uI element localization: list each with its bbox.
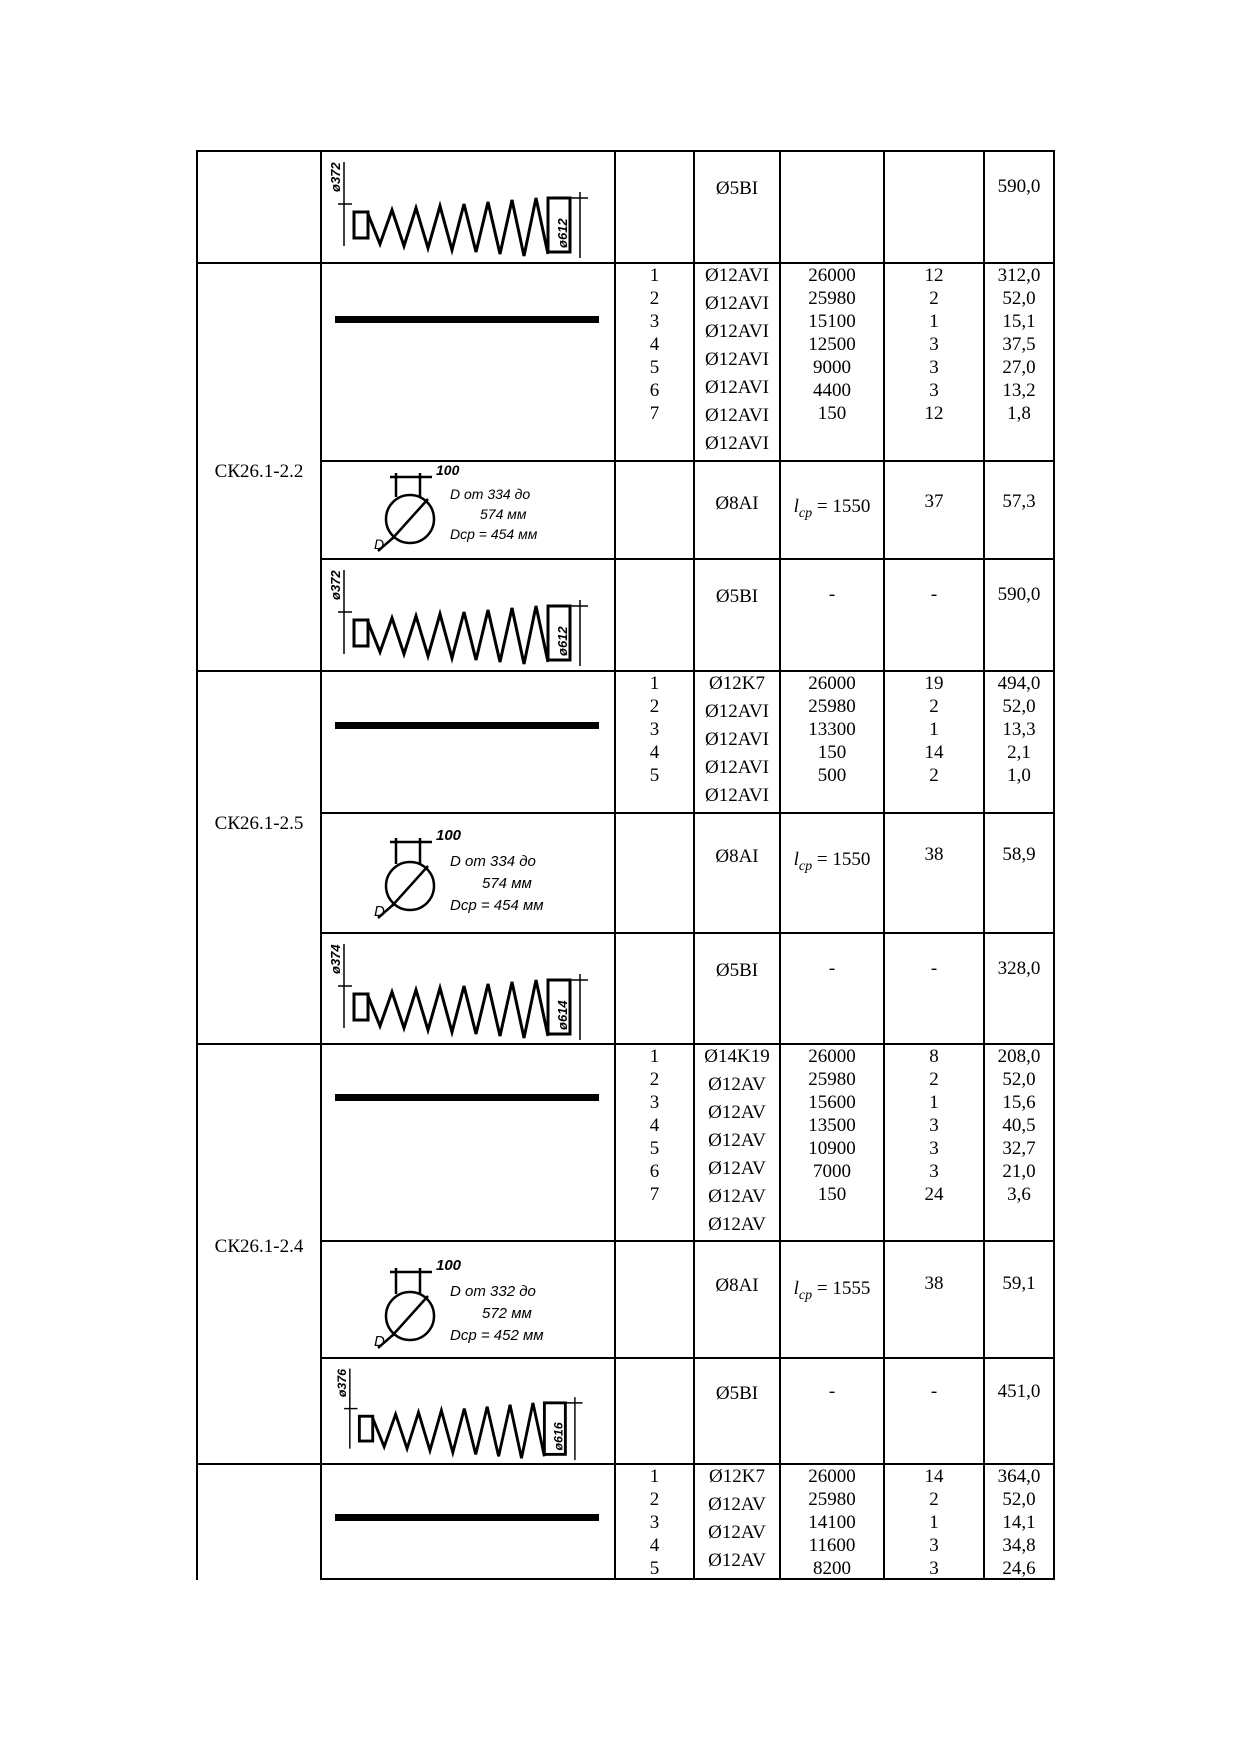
diameter-list (695, 1463, 779, 1575)
spring-drawing (330, 152, 610, 260)
list-item: 7 (649, 403, 660, 424)
quantity-value: 38 (924, 844, 944, 865)
list-item: 2 (649, 1069, 660, 1090)
quantity-value: 24 (924, 1184, 944, 1205)
length-list (781, 672, 883, 787)
quantity-value: 19 (924, 673, 944, 694)
length-list (781, 264, 883, 425)
lcp-symbol: l (793, 849, 799, 870)
bar-drawing (335, 1514, 599, 1521)
diameter-value: Ø12AVI (704, 785, 770, 806)
length-value: 15600 (808, 1092, 856, 1113)
mass-value: 52,0 (1002, 696, 1036, 717)
length-value: 13500 (808, 1115, 856, 1136)
quantity-value: - (930, 1381, 938, 1402)
length-value: 26000 (808, 673, 856, 694)
list-item: 1 (649, 1466, 660, 1487)
quantity-value: 12 (924, 265, 944, 286)
length-value: 10900 (808, 1138, 856, 1159)
mass-value: 14,1 (1002, 1512, 1036, 1533)
mass-value: 364,0 (997, 1466, 1041, 1487)
spring-dim-outer: ø612 (555, 626, 570, 656)
table-border-left (196, 150, 198, 1580)
length-value: 8200 (813, 1558, 851, 1579)
diameter-cell (695, 843, 779, 871)
quantity-value: - (930, 584, 938, 605)
list-item: 3 (649, 1512, 660, 1533)
diameter-value: Ø12AV (708, 1102, 766, 1123)
list-item: 1 (649, 1046, 660, 1067)
lcp-symbol: l (793, 496, 799, 517)
length-list (781, 1465, 883, 1580)
row-divider (320, 812, 1055, 814)
mass-cell (985, 175, 1053, 198)
length-value: 9000 (813, 357, 851, 378)
length-cell (781, 957, 883, 980)
quantity-value: 1 (929, 719, 939, 740)
ring-label-1: D от 332 до (450, 1283, 536, 1300)
list-item: 3 (649, 719, 660, 740)
spring-dim-inner: ø374 (328, 944, 343, 974)
average-length (781, 1277, 883, 1307)
diameter-value: Ø12AVI (704, 321, 770, 342)
quantity-value: 3 (929, 1535, 939, 1556)
diameter-value: Ø12AVI (704, 757, 770, 778)
ring-label-3: Dср = 452 мм (450, 1327, 544, 1344)
length-value: 25980 (808, 1069, 856, 1090)
diameter-cell (695, 583, 779, 611)
length-value: 26000 (808, 1466, 856, 1487)
diameter-value: Ø12AV (708, 1130, 766, 1151)
quantity-value: 3 (929, 1115, 939, 1136)
ring-label-d: D (374, 536, 385, 552)
mass-value: 52,0 (1002, 1489, 1036, 1510)
diameter-value: Ø12K7 (709, 673, 765, 694)
mass-value: 312,0 (997, 265, 1041, 286)
section-code: СК26.1-2.2 (214, 461, 304, 482)
diameter-value: Ø12AVI (704, 433, 770, 454)
ring-label-3: Dср = 454 мм (450, 897, 544, 914)
quantity-value: - (930, 958, 938, 979)
quantity-value: 3 (929, 1558, 939, 1579)
section-code: СК26.1-2.4 (214, 1236, 304, 1257)
quantity-cell (885, 957, 983, 980)
diameter-value: Ø12AV (708, 1494, 766, 1515)
position-numbers (616, 1045, 693, 1206)
mass-value: 34,8 (1002, 1535, 1036, 1556)
mass-list (985, 264, 1053, 425)
mass-value: 590,0 (997, 176, 1041, 197)
diameter-value: Ø12AVI (704, 293, 770, 314)
diameter-cell (695, 1272, 779, 1300)
ring-dim-top: 100 (436, 827, 462, 844)
table-border-top (196, 150, 1055, 152)
quantity-value: 37 (924, 491, 944, 512)
mass-value: 37,5 (1002, 334, 1036, 355)
mass-value: 208,0 (997, 1046, 1041, 1067)
length-value: 14100 (808, 1512, 856, 1533)
lcp-symbol: l (793, 1278, 799, 1299)
length-value: 26000 (808, 1046, 856, 1067)
ring-dim-top: 100 (436, 1257, 462, 1274)
diameter-cell (695, 1380, 779, 1408)
quantity-value: 3 (929, 334, 939, 355)
diameter-value: Ø12AVI (704, 729, 770, 750)
list-item: 5 (649, 1138, 660, 1159)
quantity-value: 1 (929, 1512, 939, 1533)
quantity-value: 2 (929, 1069, 939, 1090)
list-item: 6 (649, 1161, 660, 1182)
spring-dim-outer: ø612 (555, 218, 570, 248)
quantity-cell (885, 1272, 983, 1295)
diameter-cell (695, 490, 779, 518)
ring-label-3: Dср = 454 мм (450, 526, 538, 542)
list-item: 5 (649, 357, 660, 378)
mass-value: 13,2 (1002, 380, 1036, 401)
mass-cell (985, 957, 1053, 980)
mass-value: 494,0 (997, 673, 1041, 694)
quantity-value: 8 (929, 1046, 939, 1067)
mass-value: 57,3 (1002, 491, 1036, 512)
list-item: 5 (649, 765, 660, 786)
mass-cell (985, 490, 1053, 513)
mass-cell (985, 1380, 1053, 1403)
spring-dim-outer: ø614 (555, 1000, 570, 1030)
row-divider (320, 460, 1055, 462)
mass-value: 590,0 (997, 584, 1041, 605)
diameter-value: Ø12AV (708, 1214, 766, 1235)
lcp-subscript: cp (798, 1287, 813, 1303)
ring-label-1: D от 334 до (450, 486, 531, 502)
quantity-cell (885, 1380, 983, 1403)
bar-drawing (335, 316, 599, 323)
quantity-cell (885, 490, 983, 513)
quantity-value: 3 (929, 357, 939, 378)
diameter-value: Ø12AV (708, 1550, 766, 1571)
mass-value: 27,0 (1002, 357, 1036, 378)
list-item: 4 (649, 1115, 660, 1136)
diameter-value: Ø12AVI (704, 265, 770, 286)
spring-drawing (330, 560, 610, 668)
list-item: 4 (649, 334, 660, 355)
diameter-value: Ø5BI (715, 178, 759, 199)
length-value: 25980 (808, 696, 856, 717)
quantity-value: 2 (929, 765, 939, 786)
quantity-cell (885, 843, 983, 866)
diameter-cell (695, 957, 779, 985)
quantity-value: 3 (929, 1161, 939, 1182)
diameter-value: Ø8AI (715, 1275, 759, 1296)
ring-label-2: 574 мм (480, 506, 527, 522)
quantity-value: 2 (929, 1489, 939, 1510)
quantity-list (885, 1465, 983, 1580)
spring-dim-outer: ø616 (551, 1422, 566, 1451)
ring-label-2: 572 мм (482, 1305, 532, 1322)
quantity-cell (885, 583, 983, 606)
mass-value: 1,8 (1007, 403, 1031, 424)
list-item: 7 (649, 1184, 660, 1205)
ring-dim-top: 100 (436, 462, 460, 478)
length-value: - (828, 958, 836, 979)
mass-value: 451,0 (997, 1381, 1041, 1402)
diameter-value: Ø8AI (715, 493, 759, 514)
position-numbers (616, 1465, 693, 1580)
diameter-value: Ø5BI (715, 586, 759, 607)
diameter-value: Ø12AVI (704, 349, 770, 370)
mass-cell (985, 843, 1053, 866)
length-value: 150 (817, 742, 847, 763)
spring-drawing (330, 934, 610, 1042)
list-item: 2 (649, 1489, 660, 1510)
bar-drawing (335, 722, 599, 729)
quantity-list (885, 1045, 983, 1206)
diameter-value: Ø12AVI (704, 377, 770, 398)
diameter-value: Ø12AV (708, 1186, 766, 1207)
ring-label-1: D от 334 до (450, 853, 536, 870)
diameter-value: Ø12AVI (704, 405, 770, 426)
diameter-value: Ø12AV (708, 1074, 766, 1095)
mass-value: 24,6 (1002, 1558, 1036, 1579)
length-cell (781, 1380, 883, 1403)
diameter-value: Ø14K19 (704, 1046, 770, 1067)
quantity-value: 3 (929, 1138, 939, 1159)
mass-cell (985, 583, 1053, 606)
list-item: 2 (649, 696, 660, 717)
length-value: 11600 (808, 1535, 856, 1556)
quantity-value: 2 (929, 288, 939, 309)
diameter-cell (695, 175, 779, 203)
list-item: 1 (649, 265, 660, 286)
lcp-value: = 1550 (816, 496, 871, 517)
diameter-value: Ø12AV (708, 1158, 766, 1179)
lcp-subscript: cp (798, 505, 813, 521)
quantity-value: 1 (929, 1092, 939, 1113)
mass-value: 3,6 (1007, 1184, 1031, 1205)
list-item: 5 (649, 1558, 660, 1579)
ring-drawing (370, 1256, 570, 1356)
diameter-value: Ø8AI (715, 846, 759, 867)
quantity-value: 14 (924, 742, 944, 763)
mass-value: 328,0 (997, 958, 1041, 979)
spring-dim-inner: ø372 (328, 162, 343, 192)
ring-drawing (370, 826, 570, 926)
quantity-list (885, 672, 983, 787)
lcp-value: = 1555 (816, 1278, 871, 1299)
spring-drawing (330, 1359, 610, 1462)
length-value: 7000 (813, 1161, 851, 1182)
mass-list (985, 1045, 1053, 1206)
list-item: 3 (649, 1092, 660, 1113)
mass-value: 21,0 (1002, 1161, 1036, 1182)
position-numbers (616, 264, 693, 425)
list-item: 4 (649, 1535, 660, 1556)
mass-value: 15,6 (1002, 1092, 1036, 1113)
ring-label-2: 574 мм (482, 875, 532, 892)
ring-drawing (370, 463, 570, 557)
length-cell (781, 583, 883, 606)
diameter-list (695, 670, 779, 810)
lcp-subscript: cp (798, 858, 813, 874)
section-code: СК26.1-2.5 (214, 813, 304, 834)
table-border-right (1053, 150, 1055, 1580)
mass-value: 52,0 (1002, 1069, 1036, 1090)
length-list (781, 1045, 883, 1206)
diameter-value: Ø12AVI (704, 701, 770, 722)
length-value: 13300 (808, 719, 856, 740)
mass-value: 1,0 (1007, 765, 1031, 786)
list-item: 4 (649, 742, 660, 763)
quantity-value: 3 (929, 380, 939, 401)
length-value: 4400 (813, 380, 851, 401)
list-item: 6 (649, 380, 660, 401)
mass-value: 32,7 (1002, 1138, 1036, 1159)
diameter-list (695, 262, 779, 458)
mass-value: 2,1 (1007, 742, 1031, 763)
length-value: 150 (817, 1184, 847, 1205)
list-item: 1 (649, 673, 660, 694)
position-numbers (616, 672, 693, 787)
quantity-value: 2 (929, 696, 939, 717)
mass-value: 58,9 (1002, 844, 1036, 865)
diameter-value: Ø12K7 (709, 1466, 765, 1487)
length-value: 25980 (808, 288, 856, 309)
diameter-value: Ø5BI (715, 960, 759, 981)
length-value: 12500 (808, 334, 856, 355)
quantity-value: 12 (924, 403, 944, 424)
quantity-list (885, 264, 983, 425)
mass-value: 59,1 (1002, 1273, 1036, 1294)
spring-dim-inner: ø376 (335, 1368, 350, 1398)
list-item: 3 (649, 311, 660, 332)
mass-list (985, 672, 1053, 787)
length-value: 26000 (808, 265, 856, 286)
average-length (781, 848, 883, 878)
length-value: 15100 (808, 311, 856, 332)
row-divider (320, 1240, 1055, 1242)
list-item: 2 (649, 288, 660, 309)
diameter-value: Ø12AV (708, 1522, 766, 1543)
quantity-value: 14 (924, 1466, 944, 1487)
table-col-line (320, 150, 322, 1580)
length-value: 500 (817, 765, 847, 786)
diameter-list (695, 1043, 779, 1239)
length-value: - (828, 584, 836, 605)
length-value: 25980 (808, 1489, 856, 1510)
mass-cell (985, 1272, 1053, 1295)
quantity-value: 1 (929, 311, 939, 332)
mass-value: 15,1 (1002, 311, 1036, 332)
mass-value: 52,0 (1002, 288, 1036, 309)
spring-dim-inner: ø372 (328, 570, 343, 600)
ring-label-d: D (374, 1333, 385, 1350)
mass-list (985, 1465, 1053, 1580)
mass-value: 13,3 (1002, 719, 1036, 740)
quantity-value: 38 (924, 1273, 944, 1294)
average-length (781, 495, 883, 525)
length-value: 150 (817, 403, 847, 424)
lcp-value: = 1550 (816, 849, 871, 870)
bar-drawing (335, 1094, 599, 1101)
length-value: - (828, 1381, 836, 1402)
diameter-value: Ø5BI (715, 1383, 759, 1404)
mass-value: 40,5 (1002, 1115, 1036, 1136)
ring-label-d: D (374, 903, 385, 920)
